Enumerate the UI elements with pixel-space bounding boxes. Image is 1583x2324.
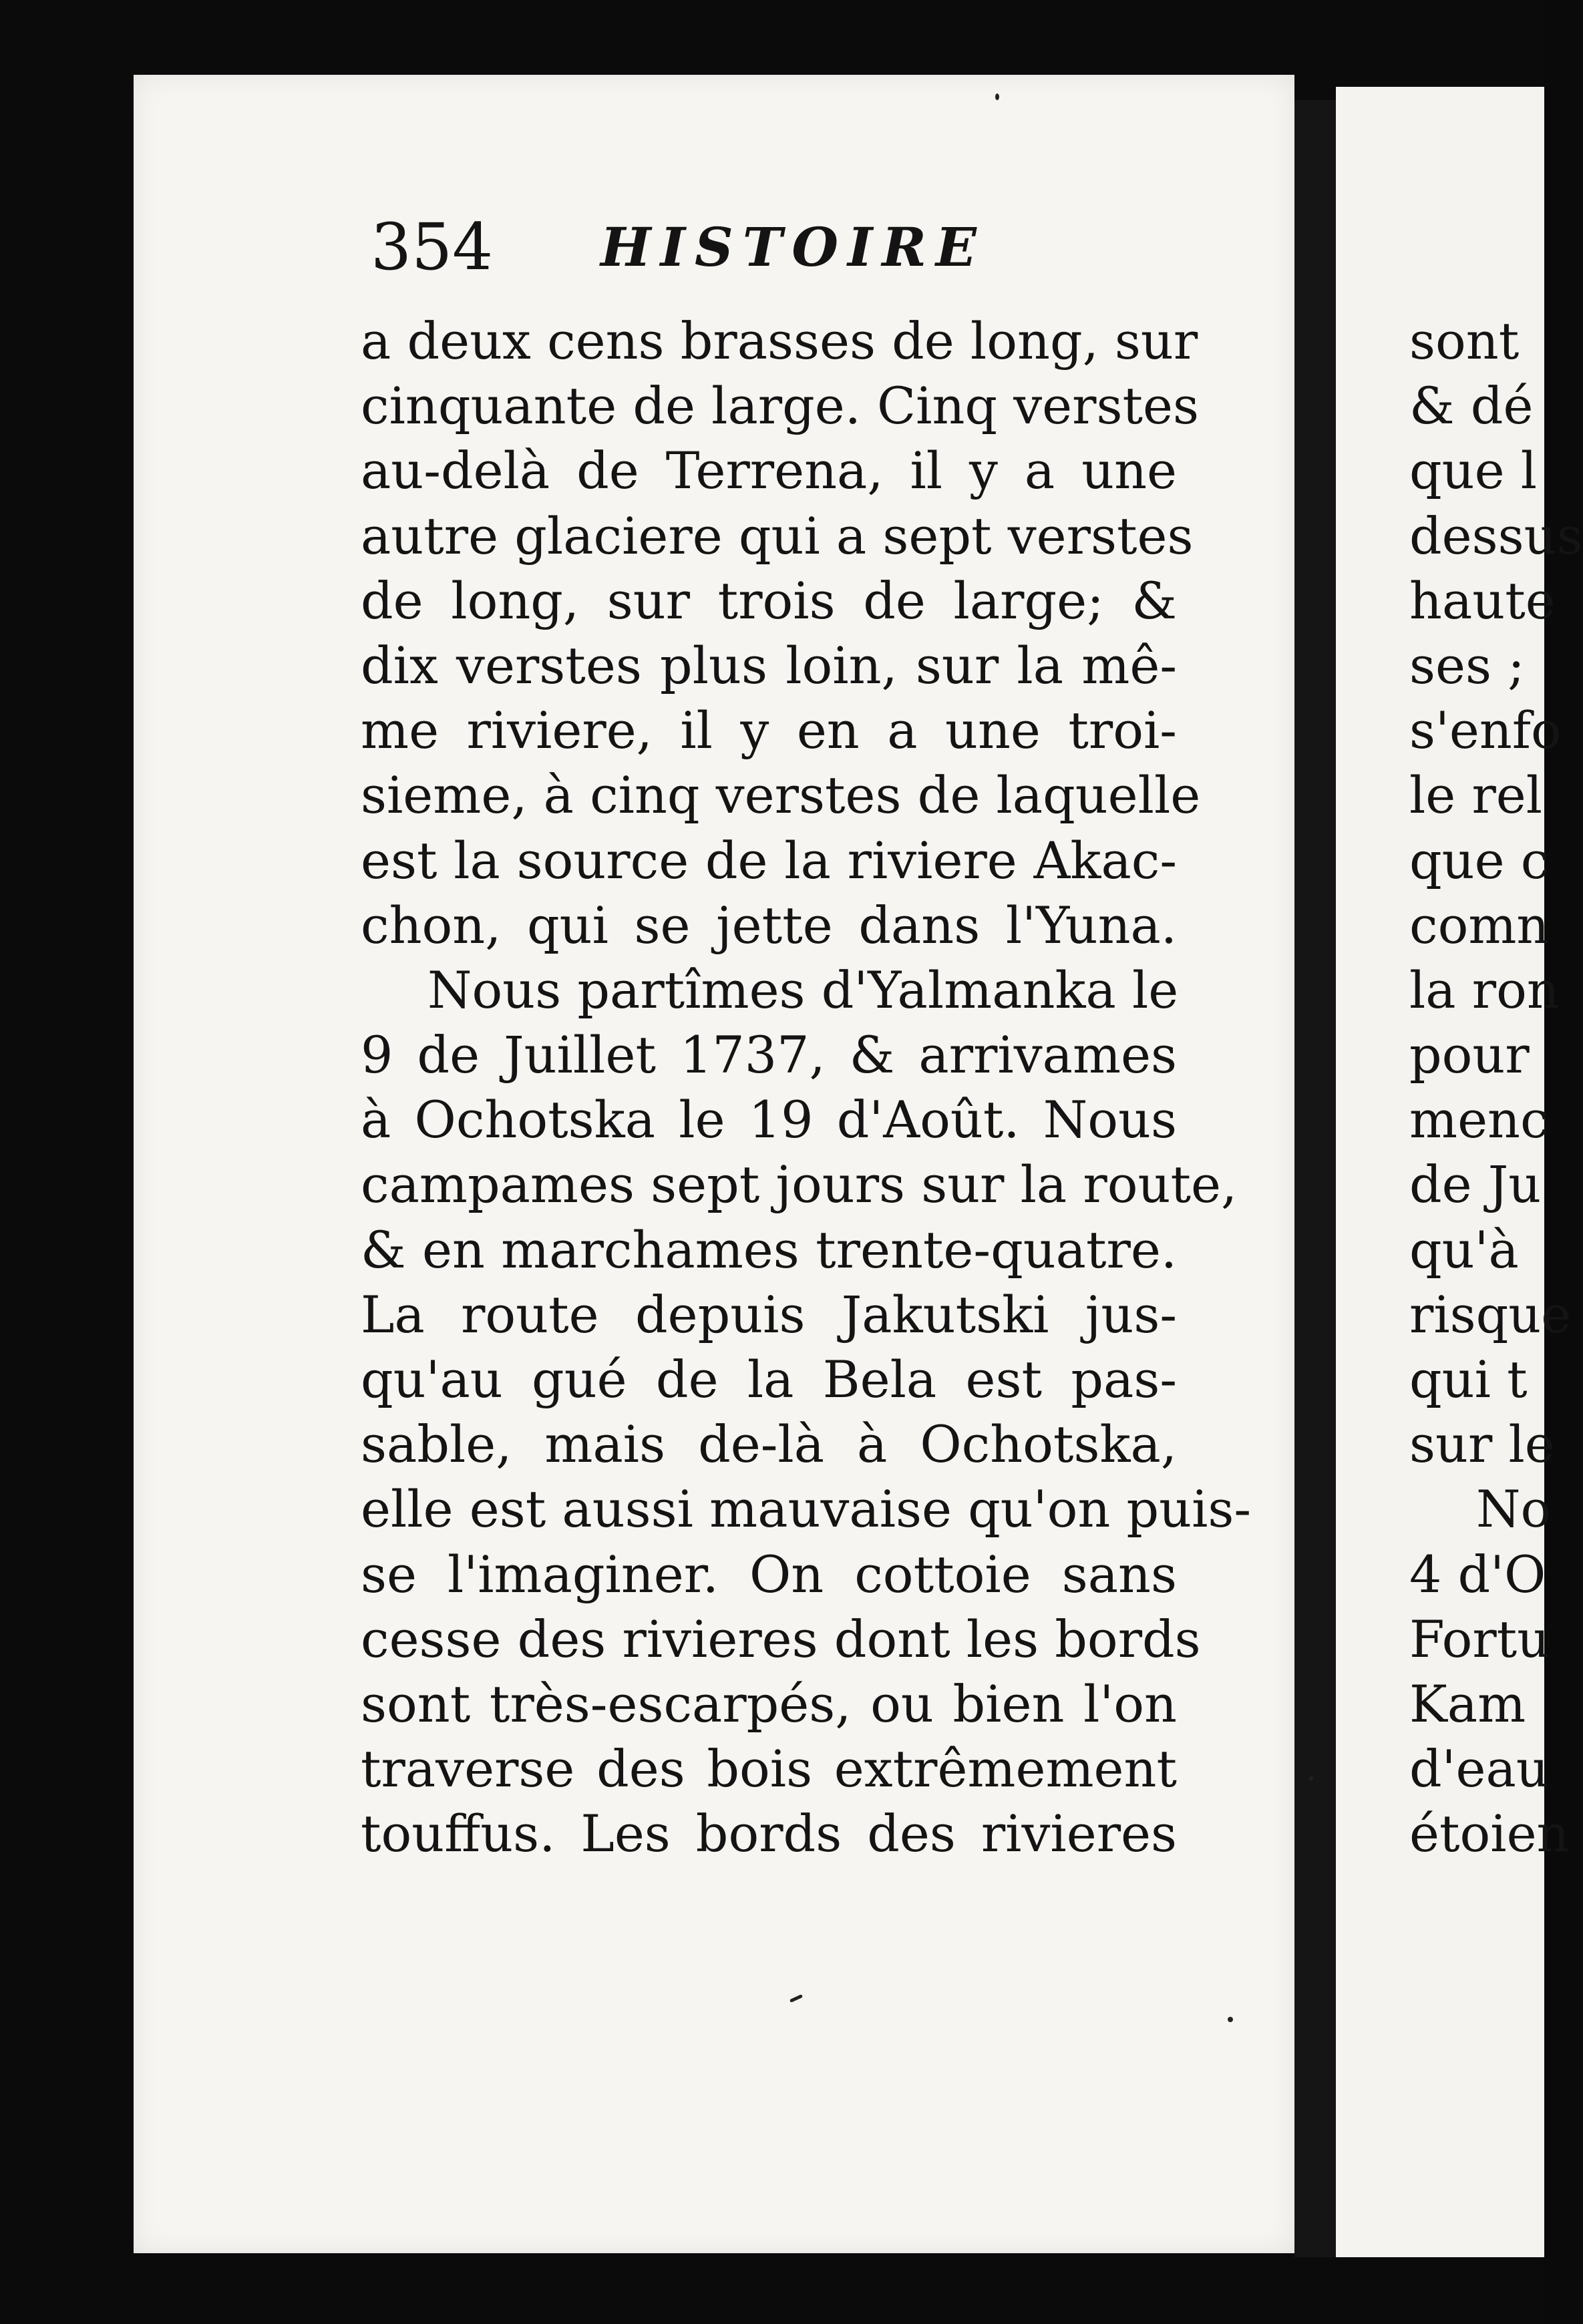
text-line: & dé [1409, 376, 1534, 436]
text-line: autre glaciere qui a sept verstes [361, 506, 1194, 566]
text-line: Nous partîmes d'Yalmanka le [427, 960, 1179, 1020]
text-line: risque [1409, 1284, 1572, 1344]
text-line: campames sept jours sur la route, [361, 1155, 1238, 1215]
text-line: Fortu [1409, 1609, 1550, 1669]
text-line: sieme, à cinq verstes de laquelle [361, 765, 1201, 825]
paper-speck [995, 93, 999, 100]
text-line: 4 d'O [1409, 1544, 1546, 1604]
left-page-body [361, 309, 1252, 1867]
text-line: sont très-escarpés, ou bien l'on [361, 1674, 1177, 1734]
text-line: touffus. Les bords des rivieres [361, 1804, 1177, 1864]
text-line: est la source de la riviere Akac- [361, 830, 1177, 890]
running-head: HISTOIRE [600, 216, 986, 278]
text-line: au-delà de Terrena, il y a une [361, 441, 1177, 501]
text-line: la ron [1409, 960, 1560, 1020]
text-line: étoien [1409, 1804, 1570, 1864]
text-line: que c [1409, 830, 1550, 890]
page-number: 354 [371, 210, 494, 284]
text-line: le rel [1409, 765, 1543, 825]
text-line: a deux cens brasses de long, sur [361, 311, 1198, 371]
text-line: cinquante de large. Cinq verstes [361, 376, 1200, 436]
text-line: Kam [1409, 1674, 1526, 1734]
text-line: La route depuis Jakutski jus- [361, 1284, 1177, 1344]
text-line: de Ju [1409, 1155, 1542, 1215]
paper-speck [1228, 2017, 1233, 2022]
text-line: elle est aussi mauvaise qu'on puis- [361, 1479, 1252, 1539]
text-line: à Ochotska le 19 d'Août. Nous [361, 1090, 1177, 1150]
text-line: chon, qui se jette dans l'Yuna. [361, 895, 1177, 955]
text-line: qu'à [1409, 1219, 1519, 1280]
text-line: dessus [1409, 506, 1583, 566]
text-line: dix verstes plus loin, sur la mê- [361, 635, 1177, 695]
text-line: No [1476, 1479, 1552, 1539]
text-line: se l'imaginer. On cottoie sans [361, 1544, 1177, 1604]
paper-speck [1309, 1776, 1313, 1780]
text-line: comn [1409, 895, 1550, 955]
text-line: sur le [1409, 1414, 1555, 1475]
text-line: s'enfo [1409, 701, 1562, 761]
text-line: cesse des rivieres dont les bords [361, 1609, 1201, 1669]
book-gutter [1294, 100, 1336, 2257]
text-line: ses ; [1409, 635, 1525, 695]
text-line: sable, mais de-là à Ochotska, [361, 1414, 1177, 1475]
text-line: d'eau [1409, 1739, 1549, 1799]
text-line: que l [1409, 441, 1538, 501]
text-line: de long, sur trois de large; & [361, 570, 1177, 630]
text-line: pour [1409, 1025, 1530, 1085]
text-line: traverse des bois extrêmement [361, 1739, 1177, 1799]
text-line: haute [1409, 570, 1556, 630]
text-line: me riviere, il y en a une troi- [361, 701, 1177, 761]
text-line: sont [1409, 311, 1520, 371]
text-line: 9 de Juillet 1737, & arrivames [361, 1025, 1177, 1085]
right-page-body [1409, 309, 1583, 1867]
text-line: qu'au gué de la Bela est pas- [361, 1350, 1177, 1409]
text-line: qui t [1409, 1350, 1528, 1409]
text-line: & en marchames trente-quatre. [361, 1219, 1177, 1280]
text-line: menc [1409, 1090, 1549, 1150]
